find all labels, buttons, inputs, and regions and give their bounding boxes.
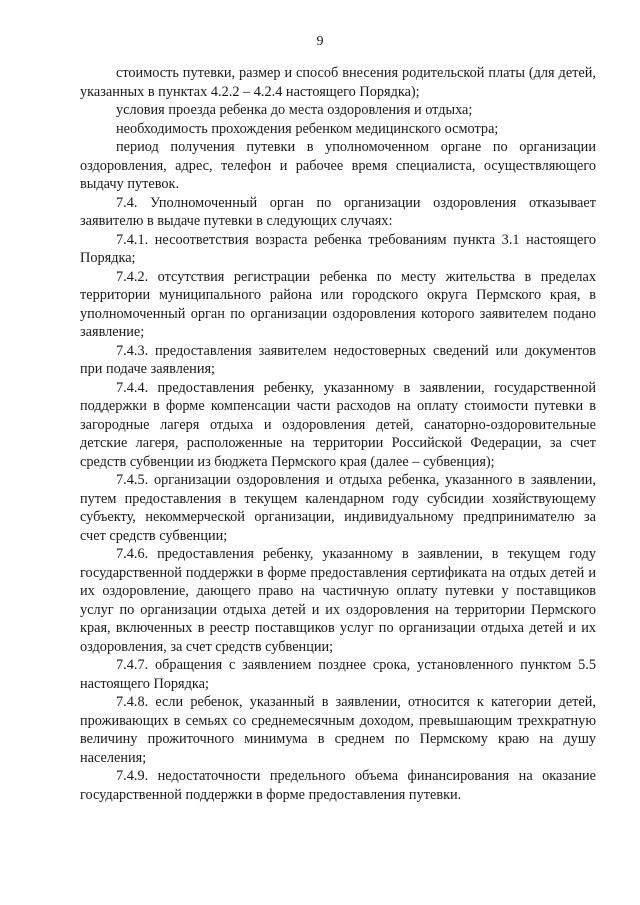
paragraph-medical-exam: необходимость прохождения ребенком медицинского осмотра; (116, 120, 499, 137)
clause-7-4-8: 7.4.8. если ребенок, указанный в заявлении, относится к категории детей, проживающих в семьях со среднемесячным доходом, превышающим трехкратную величину прожиточного минимума в среднем по Пермскому краю на душу населения; (80, 694, 596, 766)
clause-7-4-6: 7.4.6. предоставления ребенку, указанному в заявлении, в текущем году государственной поддержки в форме предоставления сертификата на отдых детей и их оздоровление, дающего право на частичную оплату путевки у поставщиков услуг по организации отдыха детей и их оздоровления на территории Пермского края, включенных в реестр поставщиков услуг по организации отдыха детей и их оздоровления, за счет средств субвенции; (80, 546, 596, 655)
page-body (80, 64, 596, 804)
clause-7-4-3: 7.4.3. предоставления заявителем недостоверных сведений или документов при подаче заявления; (80, 342, 596, 377)
clause-7-4-5: 7.4.5. организации оздоровления и отдыха ребенка, указанного в заявлении, путем предоставления в текущем календарном году субсидии хозяйствующему субъекту, некоммерческой организации, индивидуальному предпринимателю за счет средств субвенции; (80, 472, 596, 544)
page-number: 9 (316, 34, 324, 49)
clause-7-4-9: 7.4.9. недостаточности предельного объема финансирования на оказание государственной поддержки в форме предоставления путевки. (80, 768, 596, 803)
clause-7-4-1: 7.4.1. несоответствия возраста ребенка требованиям пункта 3.1 настоящего Порядка; (80, 231, 596, 266)
paragraph-issue-period: период получения путевки в уполномоченном органе по организации оздоровления, адрес, телефон и рабочее время специалиста, осуществляющего выдачу путевок. (80, 139, 596, 192)
clause-7-4-2: 7.4.2. отсутствия регистрации ребенка по месту жительства в пределах территории муниципального района или городского округа Пермского края, в уполномоченный орган по организации оздоровления которого заявителем подано заявление; (80, 268, 596, 340)
paragraph-travel-conditions: условия проезда ребенка до места оздоровления и отдыха; (116, 102, 473, 118)
clause-7-4: 7.4. Уполномоченный орган по организации оздоровления отказывает заявителю в выдаче путевки в следующих случаях: (80, 194, 596, 229)
clause-7-4-4: 7.4.4. предоставления ребенку, указанному в заявлении, государственной поддержки в форме компенсации части расходов на оплату стоимости путевки в загородные лагеря отдыха и оздоровления детей, санаторно-оздоровительные детские лагеря, расположенные на территории Российской Федерации, за счет средств субвенции из бюджета Пермского края (далее – субвенция); (80, 379, 596, 470)
clause-7-4-7: 7.4.7. обращения с заявлением позднее срока, установленного пунктом 5.5 настоящего Порядка; (80, 657, 596, 692)
paragraph-cost: стоимость путевки, размер и способ внесения родительской платы (для детей, указанных в пунктах 4.2.2 – 4.2.4 настоящего Порядка); (80, 65, 596, 100)
